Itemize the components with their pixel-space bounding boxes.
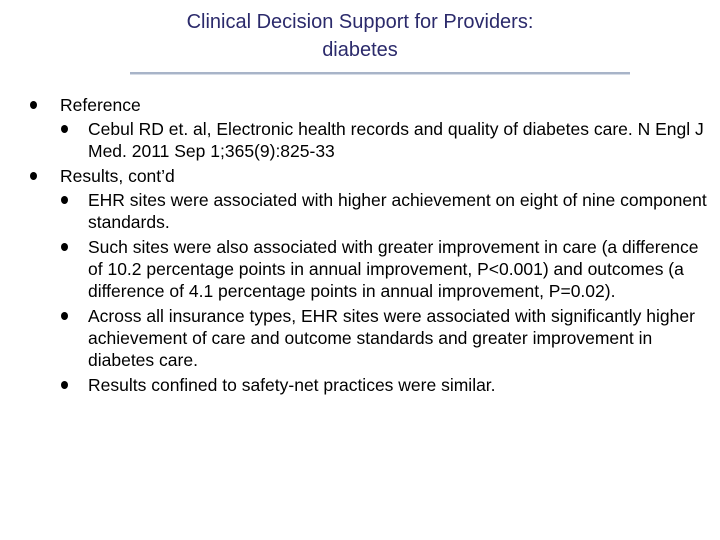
section-results (30, 165, 715, 396)
list-item (60, 236, 715, 302)
list-item (60, 374, 715, 396)
bullet-icon (30, 101, 37, 109)
bullet-icon (61, 312, 68, 320)
list-item-text: EHR sites were associated with higher achievement on eight of nine component standards. (88, 190, 707, 232)
title-divider (130, 72, 630, 75)
list-item (60, 189, 715, 233)
title-line-1: Clinical Decision Support for Providers: (186, 11, 534, 33)
title-line-2: diabetes (322, 39, 398, 61)
section-reference (30, 94, 715, 162)
section-heading: Results, cont’d (60, 166, 175, 186)
bullet-list (30, 94, 715, 396)
sub-bullet-list (60, 189, 715, 396)
list-item-text: Across all insurance types, EHR sites were associated with significantly higher achievement of care and outcome standards and greater improvement in diabetes care. (88, 306, 695, 370)
bullet-icon (61, 381, 68, 389)
bullet-icon (61, 125, 68, 133)
bullet-icon (30, 172, 37, 180)
bullet-icon (61, 243, 68, 251)
sub-bullet-list (60, 118, 715, 162)
list-item (60, 118, 715, 162)
list-item-text: Results confined to safety-net practices were similar. (88, 375, 496, 395)
list-item-text: Cebul RD et. al, Electronic health records and quality of diabetes care. N Engl J Med. 2011 Sep 1;365(9):825-33 (88, 119, 704, 161)
section-heading: Reference (60, 95, 141, 115)
bullet-icon (61, 196, 68, 204)
slide-body (30, 94, 715, 399)
slide-title (60, 8, 660, 64)
list-item-text: Such sites were also associated with greater improvement in care (a difference of 10.2 percentage points in annual improvement, P<0.001) and outcomes (a difference of 4.1 percentage points in annual improvement, P=0.02). (88, 237, 699, 301)
list-item (60, 305, 715, 371)
